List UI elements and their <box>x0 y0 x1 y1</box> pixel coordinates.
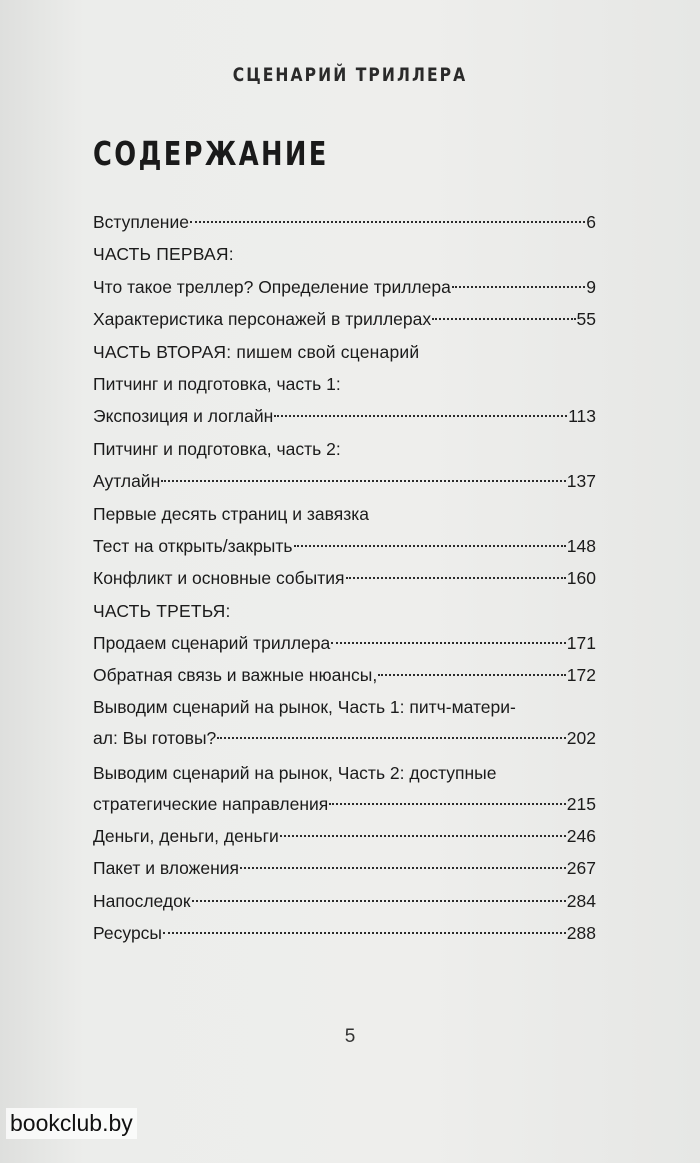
toc-entry-page: 160 <box>566 568 596 589</box>
dot-leader <box>274 415 567 417</box>
toc-entry <box>93 271 596 303</box>
toc-entry-page: 148 <box>566 535 596 556</box>
dot-leader <box>190 221 585 223</box>
toc-entry-label: Выводим сценарий на рынок, Часть 1: питч-матери- <box>93 696 516 717</box>
toc-entry <box>93 400 596 432</box>
toc-entry-label: Питчинг и подготовка, часть 2: <box>93 438 341 459</box>
dot-leader <box>378 674 566 676</box>
toc-entry-line <box>93 758 596 789</box>
toc-entry-page: 215 <box>566 793 596 814</box>
dot-leader <box>240 867 566 869</box>
toc-entry <box>93 789 596 820</box>
toc-entry-label: Тест на открыть/закрыть <box>93 535 293 556</box>
toc-entry-page: 267 <box>566 858 596 879</box>
dot-leader <box>432 318 575 320</box>
toc-entry-label: ал: Вы готовы? <box>93 727 217 748</box>
toc-entry <box>93 530 596 562</box>
toc-entry-page: 288 <box>566 923 596 944</box>
toc-section-heading <box>93 238 596 270</box>
toc-entry <box>93 627 596 659</box>
toc-entry-page: 55 <box>576 309 596 330</box>
toc-entry-page: 9 <box>586 276 596 297</box>
toc-entry-label: Питчинг и подготовка, часть 1: <box>93 373 341 394</box>
toc-entry-line <box>93 498 596 530</box>
toc-entry-line <box>93 433 596 465</box>
toc-entry-page: 246 <box>566 825 596 846</box>
watermark: bookclub.by <box>6 1108 137 1139</box>
table-of-contents <box>93 206 596 949</box>
toc-entry <box>93 723 596 754</box>
toc-section-heading <box>93 336 596 368</box>
toc-entry-line <box>93 692 596 723</box>
toc-entry <box>93 852 596 884</box>
dot-leader <box>331 642 566 644</box>
toc-entry-label: Выводим сценарий на рынок, Часть 2: доступные <box>93 762 497 783</box>
toc-entry-label: Характеристика персонажей в триллерах <box>93 309 432 330</box>
toc-entry-label: Экспозиция и логлайн <box>93 406 274 427</box>
toc-entry-label: Аутлайн <box>93 471 161 492</box>
toc-entry <box>93 885 596 917</box>
dot-leader <box>280 835 566 837</box>
toc-entry <box>93 917 596 949</box>
toc-entry-label: Пакет и вложения <box>93 858 240 879</box>
toc-entry-label: Что такое треллер? Определение триллера <box>93 276 451 297</box>
toc-entry <box>93 820 596 852</box>
dot-leader <box>452 286 585 288</box>
toc-entry-label: ЧАСТЬ ТРЕТЬЯ: <box>93 600 231 621</box>
dot-leader <box>329 803 566 805</box>
toc-entry <box>93 562 596 594</box>
toc-entry-label: Первые десять страниц и завязка <box>93 503 370 524</box>
toc-entry-label: Вступление <box>93 212 189 232</box>
dot-leader <box>163 932 566 934</box>
toc-entry-page: 137 <box>566 471 596 492</box>
toc-entry-label: ЧАСТЬ ПЕРВАЯ: <box>93 244 234 265</box>
toc-entry-line <box>93 368 596 400</box>
dot-leader <box>346 577 566 579</box>
toc-entry-label: стратегические направления <box>93 793 329 814</box>
toc-entry-label: Напоследок <box>93 890 191 911</box>
toc-entry-label: Ресурсы <box>93 923 163 944</box>
dot-leader <box>192 900 566 902</box>
toc-entry <box>93 659 596 691</box>
toc-entry-label: ЧАСТЬ ВТОРАЯ: пишем свой сценарий <box>93 341 420 362</box>
dot-leader <box>217 737 566 739</box>
toc-section-heading <box>93 595 596 627</box>
toc-entry-page: 113 <box>568 406 596 427</box>
toc-entry-page: 6 <box>586 212 596 232</box>
toc-entry-label: Продаем сценарий триллера <box>93 633 331 654</box>
dot-leader <box>294 545 566 547</box>
toc-entry-label: Деньги, деньги, деньги <box>93 825 279 846</box>
toc-entry <box>93 206 596 238</box>
page-title: СОДЕРЖАНИЕ <box>93 134 329 173</box>
toc-entry-page: 284 <box>566 890 596 911</box>
page-number: 5 <box>344 1026 356 1047</box>
toc-entry-page: 202 <box>566 727 596 748</box>
toc-entry-page: 171 <box>566 633 596 654</box>
dot-leader <box>161 480 566 482</box>
toc-entry-label: Конфликт и основные события <box>93 568 345 589</box>
toc-entry-page: 172 <box>566 665 596 686</box>
toc-entry-label: Обратная связь и важные нюансы, <box>93 665 378 686</box>
running-header: СЦЕНАРИЙ ТРИЛЛЕРА <box>232 64 468 86</box>
toc-entry <box>93 303 596 335</box>
toc-entry <box>93 465 596 497</box>
